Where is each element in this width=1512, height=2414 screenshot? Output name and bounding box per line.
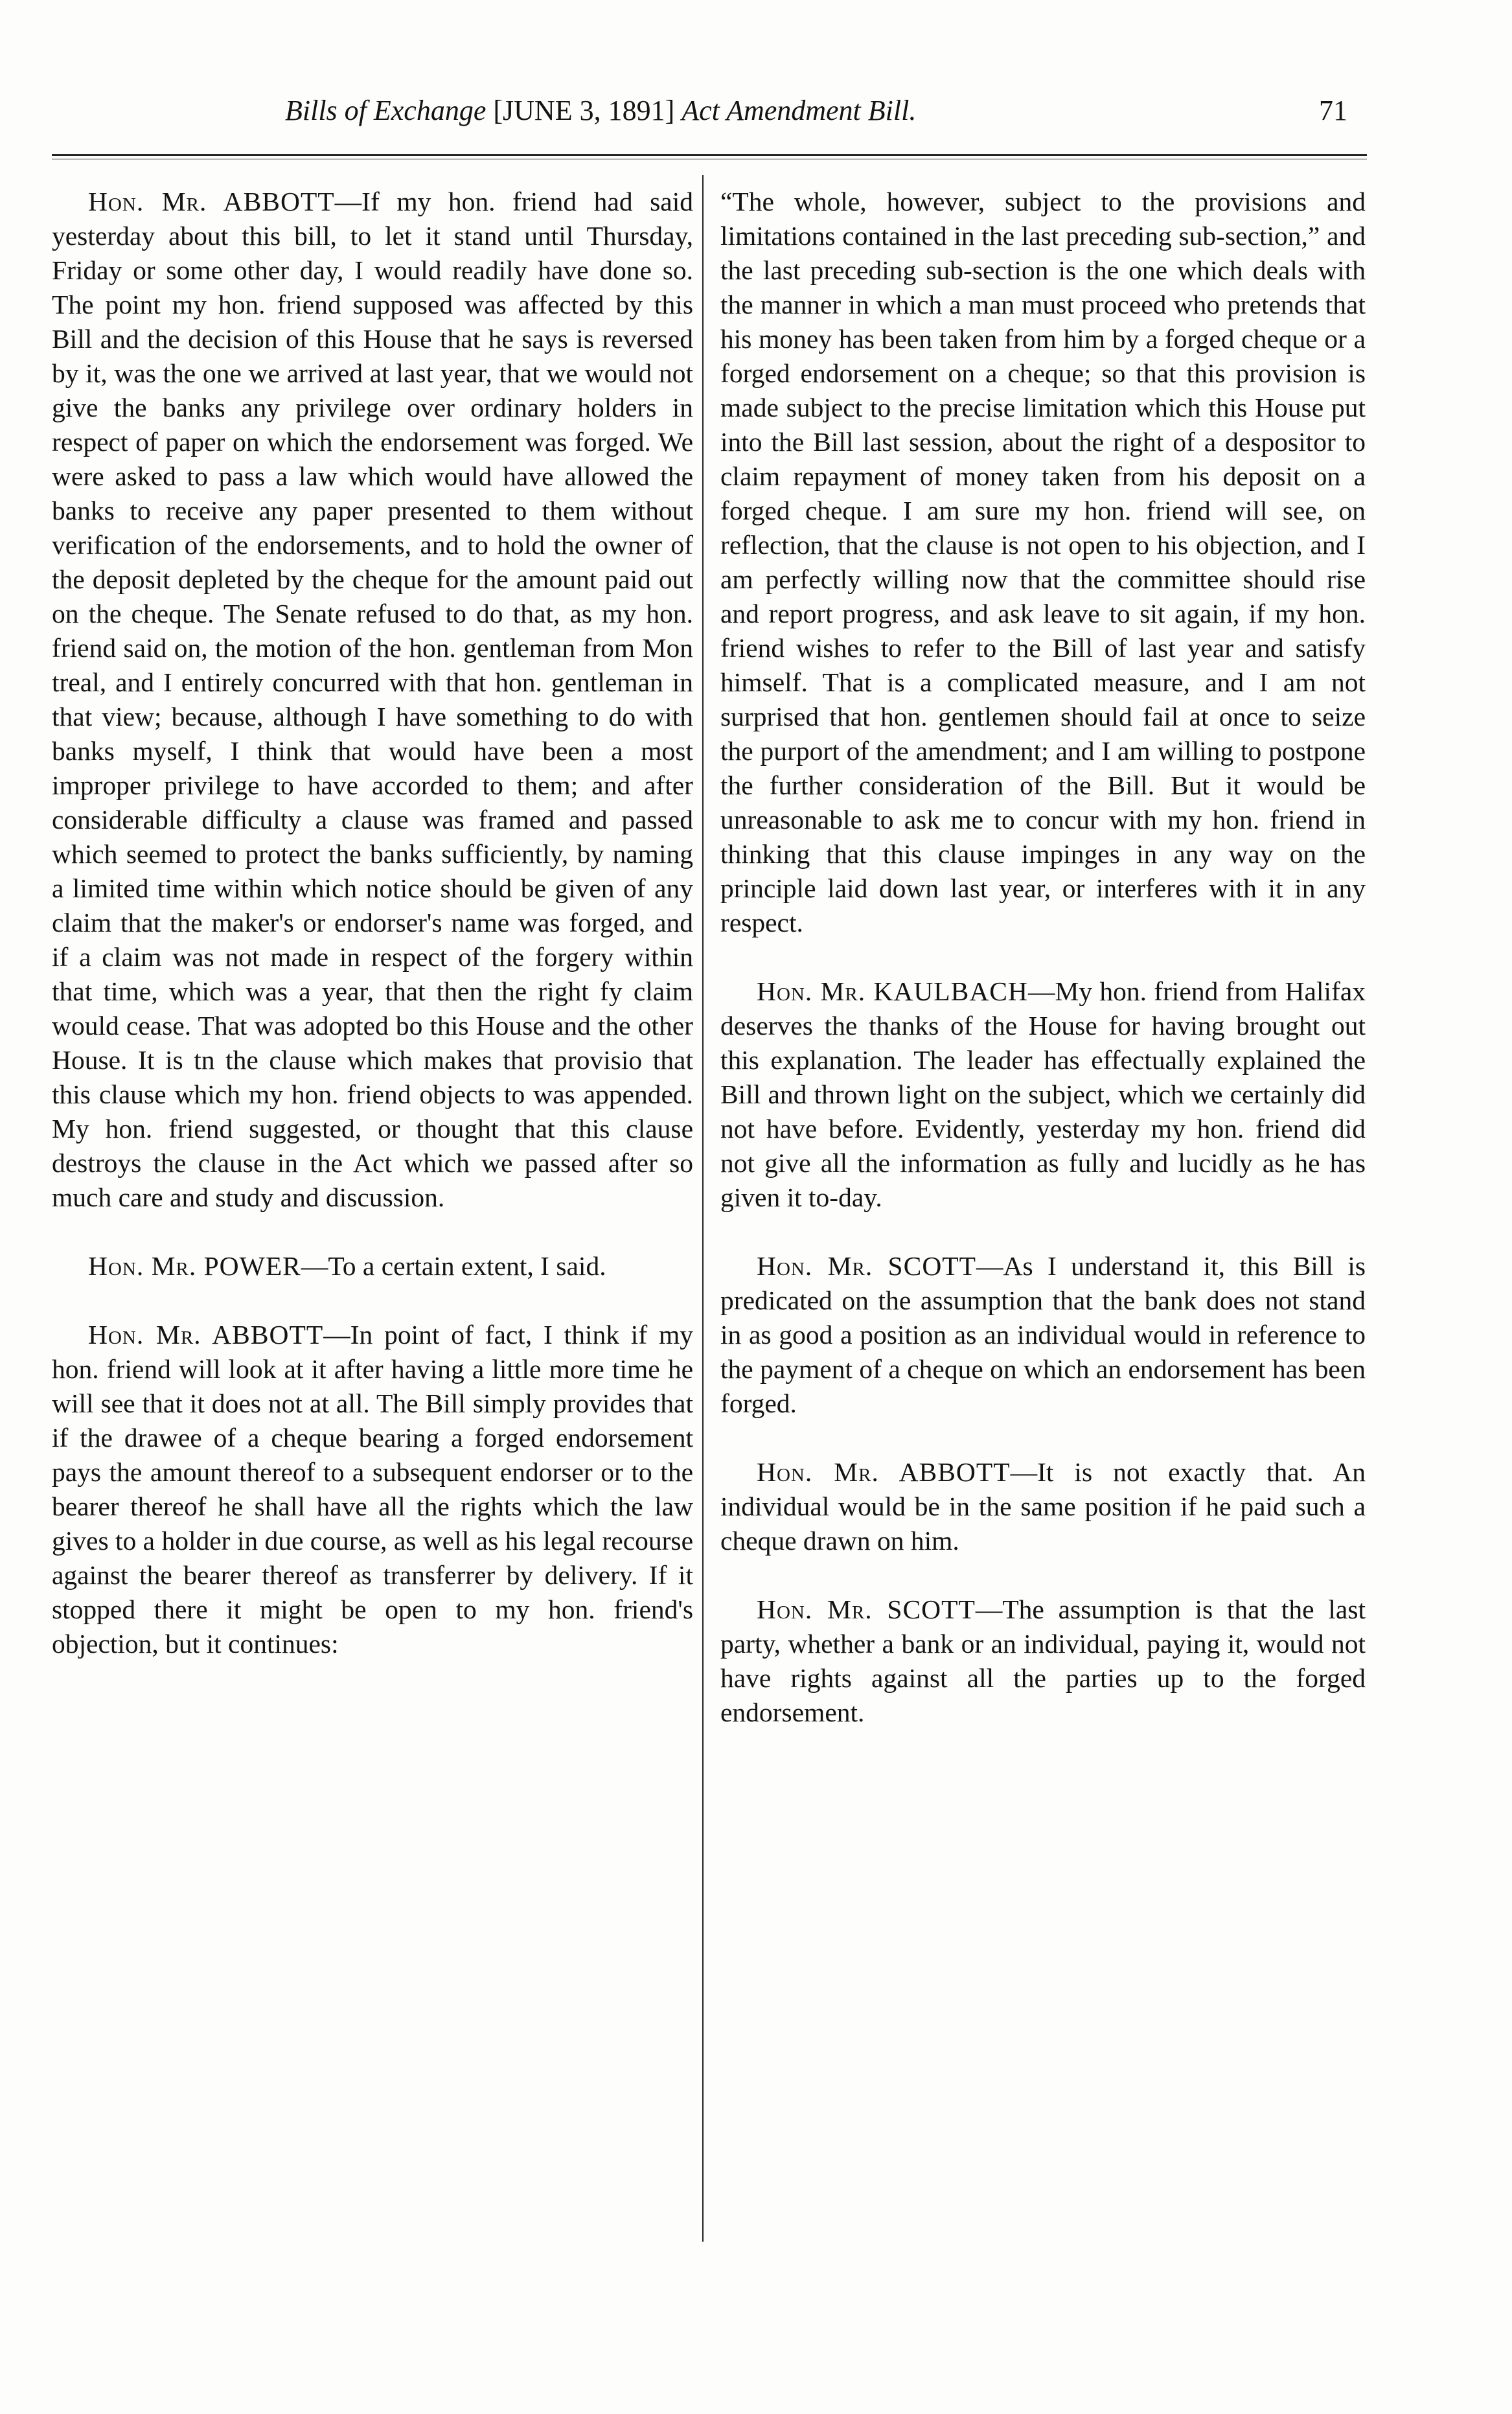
page-number: 71 — [1319, 95, 1347, 126]
right-column — [720, 185, 1366, 1730]
speech-text: —To a certain extent, I said. — [301, 1251, 606, 1281]
left-column — [52, 185, 693, 1661]
speech-text: —In point of fact, I think if my hon. friend will look at it after having a little more time he will see that it does not at all. The Bill simply provides that if the drawee of a cheque bearing a forged endorsement pays the amount thereof to a subsequent endorser or to the bearer thereof he shall have all the rights which the law gives to a holder in due course, as well as his legal recourse against the bearer thereof as transferrer by delivery. If it stopped there it might be open to my hon. friend's objection, but it continues: — [52, 1320, 694, 1659]
running-title-date: [JUNE 3, 1891] — [493, 95, 675, 126]
running-title-left: Bills of Exchange — [285, 95, 487, 126]
speech-paragraph — [52, 185, 693, 1215]
running-header — [285, 94, 1347, 139]
speech-paragraph — [720, 1592, 1366, 1730]
speaker-name: Hon. Mr. POWER — [88, 1251, 301, 1281]
speaker-name: Hon. Mr. ABBOTT — [88, 187, 335, 216]
running-title-right: Act Amendment Bill. — [682, 95, 917, 126]
header-rule — [52, 154, 1367, 159]
running-title — [285, 94, 916, 127]
speech-text: —The assumption is that the last party, whether a bank or an individual, paying it, would not have rights against all the parties up to the forged endorsement. — [720, 1594, 1366, 1727]
speech-paragraph — [52, 1249, 693, 1283]
speaker-name: Hon. Mr. KAULBACH — [757, 976, 1028, 1006]
speech-continuation — [720, 185, 1366, 940]
speaker-name: Hon. Mr. SCOTT — [757, 1594, 976, 1624]
speech-paragraph — [720, 1249, 1366, 1421]
column-divider — [702, 175, 704, 2242]
speaker-name: Hon. Mr. ABBOTT — [757, 1457, 1011, 1487]
speaker-name: Hon. Mr. ABBOTT — [88, 1320, 324, 1350]
speech-text: —My hon. friend from Halifax deserves the thanks of the House for having brought out this explanation. The leader has effectually explained the Bill and thrown light on the subject, which we certainly did not have before. Evidently, yesterday my hon. friend did not give all the information as fully and lucidly as he has given it to-day. — [720, 976, 1366, 1212]
speech-text: “The whole, however, subject to the provisions and limitations contained in the last preceding sub-section,” and the last preceding sub-section is the one which deals with the manner in which a man must proceed who pretends that his money has been taken from him by a forged cheque or a forged endorsement on a cheque; so that this provision is made subject to the precise limitation which this House put into the Bill last session, about the right of a despositor to claim repayment of money taken from his deposit on a forged cheque. I am sure my hon. friend will see, on reflection, that the clause is not open to his objection, and I am perfectly willing now that the committee should rise and report progress, and ask leave to sit again, if my hon. friend wishes to refer to the Bill of last year and satisfy himself. That is a complicated measure, and I am not surprised that hon. gentlemen should fail at once to seize the purport of the amendment; and I am willing to postpone the further consideration of the Bill. But it would be unreasonable to ask me to concur with my hon. friend in thinking that this clause impinges in any way on the principle laid down last year, or interferes with it in any respect. — [720, 187, 1366, 937]
speech-paragraph — [720, 1455, 1366, 1558]
speech-paragraph — [52, 1318, 693, 1661]
speech-text: —If my hon. friend had said yesterday about this bill, to let it stand until Thursday, Friday or some other day, I would readily have done so. The point my hon. friend supposed was affected by this Bill and the decision of this House that he says is reversed by it, was the one we arrived at last year, that we would not give the banks any privilege over ordinary holders in respect of paper on which the endorsement was forged. We were asked to pass a law which would have allowed the banks to receive any paper presented to them without verification of the endorsements, and to hold the owner of the deposit depleted by the cheque for the amount paid out on the cheque. The Senate refused to do that, as my hon. friend said on, the motion of the hon. gentleman from Mon treal, and I entirely concurred with that hon. gentleman in that view; because, although I have something to do with banks myself, I think that would have been a most improper privilege to have accorded to them; and after considerable difficulty a clause was framed and passed which seemed to protect the banks sufficiently, by naming a limited time within which notice should be given of any claim that the maker's or endorser's name was forged, and if a claim was not made in respect of the forgery within that time, which was a year, that then the right fy claim would cease. That was adopted bo this House and the other House. It is tn the clause which makes that provisio that this clause which my hon. friend objects to was appended. My hon. friend suggested, or thought that this clause destroys the clause in the Act which we passed after so much care and study and discussion. — [52, 187, 693, 1212]
speech-paragraph — [720, 974, 1366, 1215]
speech-text: —As I understand it, this Bill is predicated on the assumption that the bank does not stand in as good a position as an individual would in reference to the payment of a cheque on which an endorsement has been forged. — [720, 1251, 1366, 1418]
speaker-name: Hon. Mr. SCOTT — [757, 1251, 976, 1281]
speech-text: —It is not exactly that. An individual would be in the same position if he paid such a cheque drawn on him. — [720, 1457, 1366, 1556]
